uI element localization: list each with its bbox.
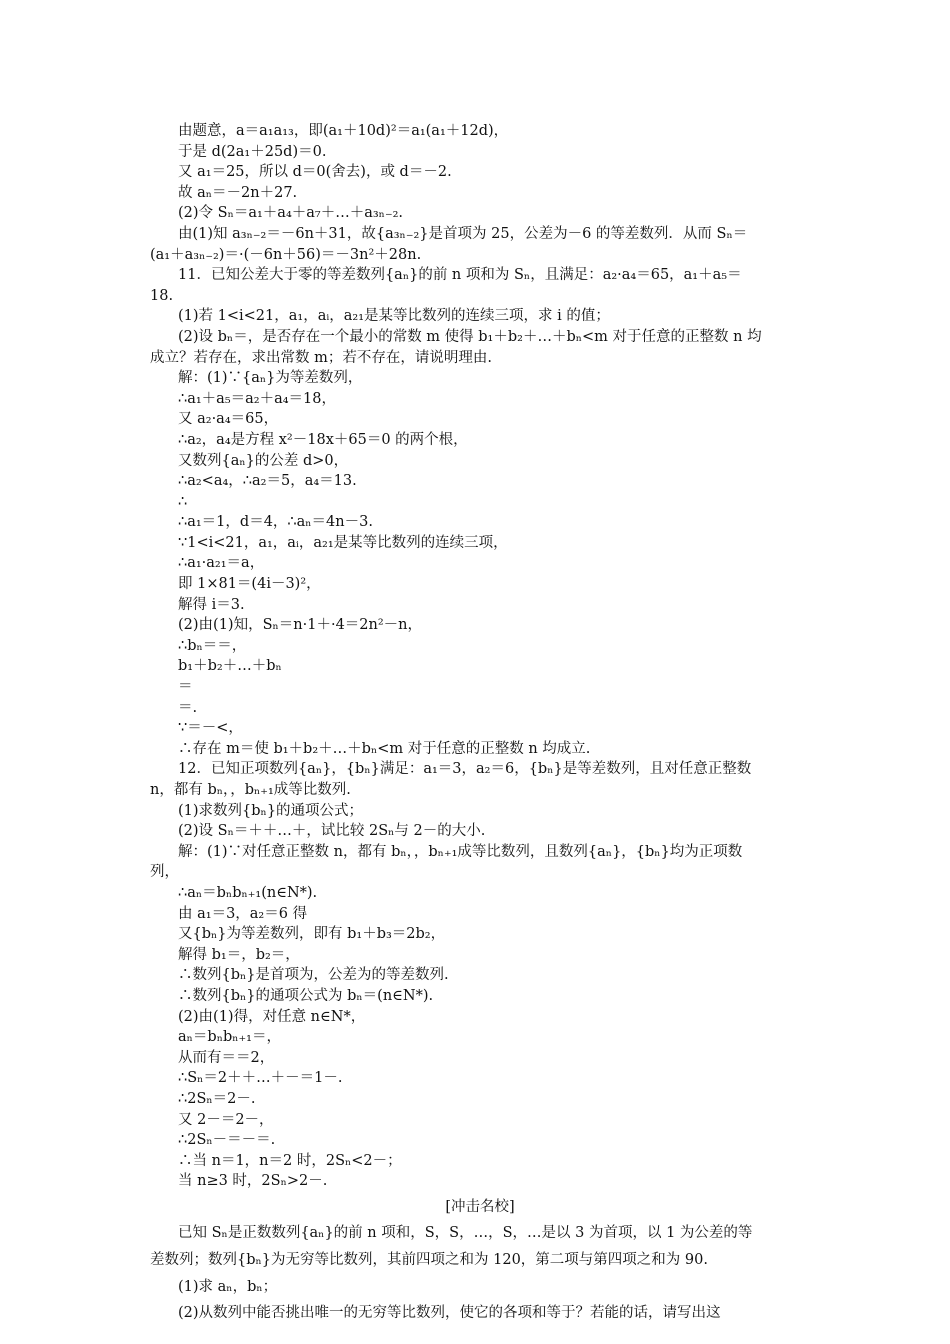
text-line: 又 2－＝2－， bbox=[178, 1111, 274, 1128]
text-line: 从而有＝＝2， bbox=[178, 1049, 275, 1066]
text-line: 即 1×81＝(4i－3)²， bbox=[178, 576, 321, 593]
text-line: ∴2Sₙ－＝－＝. bbox=[178, 1132, 276, 1149]
text-line: (1)求 aₙ，bₙ； bbox=[178, 1278, 278, 1295]
text-line: ∴Sₙ＝2＋＋…＋－＝1－. bbox=[178, 1070, 343, 1087]
text-line: ∴当 n＝1，n＝2 时，2Sₙ<2－； bbox=[178, 1152, 402, 1169]
text-line: 解得 b₁＝，b₂＝， bbox=[178, 946, 300, 963]
text-line: 成立？若存在，求出常数 m；若不存在，请说明理由. bbox=[150, 349, 492, 366]
solution-11: 解：(1)∵{aₙ}为等差数列， bbox=[178, 370, 363, 387]
text-line: ＝. bbox=[178, 699, 198, 716]
text-line: ∴a₂<a₄，∴a₂＝5，a₄＝13. bbox=[178, 473, 357, 490]
text-line: (1)求数列{bₙ}的通项公式； bbox=[178, 802, 364, 819]
text-line: (2)从数列中能否挑出唯一的无穷等比数列，使它的各项和等于？若能的话，请写出这 bbox=[178, 1305, 721, 1322]
text-line: (2)由(1)知，Sₙ＝n·1＋·4＝2n²－n， bbox=[178, 617, 423, 634]
text-line: 又 a₁＝25，所以 d＝0(舍去)，或 d＝－2. bbox=[178, 164, 452, 181]
text-line: ＝ bbox=[178, 679, 193, 696]
text-line: ∴ bbox=[178, 493, 188, 510]
text-line: ∴bₙ＝＝， bbox=[178, 637, 247, 654]
solution-12: 解：(1)∵对任意正整数 n，都有 bₙ，，bₙ₊₁成等比数列，且数列{aₙ}，{bₙ}均为正项数 bbox=[178, 843, 743, 860]
text-line: 故 aₙ＝－2n＋27. bbox=[178, 184, 298, 201]
text-line: (2)设 Sₙ＝＋＋…＋，试比较 2Sₙ与 2－的大小. bbox=[178, 823, 486, 840]
text-line: ∴存在 m＝使 b₁＋b₂＋…＋bₙ<m 对于任意的正整数 n 均成立. bbox=[178, 740, 591, 757]
text-line: ∴数列{bₙ}是首项为，公差为的等差数列. bbox=[178, 967, 449, 984]
challenge-statement: 已知 Sₙ是正数数列{aₙ}的前 n 项和，S，S，…，S，…是以 3 为首项，以 1 为公差的等 bbox=[178, 1225, 753, 1242]
text-line: 又{bₙ}为等差数列，即有 b₁＋b₃＝2b₂， bbox=[178, 926, 446, 943]
text-line: ∴数列{bₙ}的通项公式为 bₙ＝(n∈N*). bbox=[178, 987, 434, 1004]
problem-11-statement: 11．已知公差大于零的等差数列{aₙ}的前 n 项和为 Sₙ，且满足：a₂·a₄＝65，a₁＋a₅＝ bbox=[178, 267, 742, 284]
text-line: ∴a₂，a₄是方程 x²－18x＋65＝0 的两个根， bbox=[178, 431, 468, 448]
text-line: (1)若 1<i<21，a₁，aᵢ，a₂₁是某等比数列的连续三项，求 i 的值； bbox=[178, 308, 610, 325]
section-heading: [冲击名校] bbox=[445, 1198, 515, 1215]
text-line: ∵1<i<21，a₁，aᵢ，a₂₁是某等比数列的连续三项， bbox=[178, 534, 508, 551]
text-line: ∴aₙ＝bₙbₙ₊₁(n∈N*). bbox=[178, 884, 318, 901]
text-line: 18. bbox=[150, 287, 174, 304]
text-line: n，都有 bₙ，，bₙ₊₁成等比数列. bbox=[150, 782, 351, 798]
document-body bbox=[150, 121, 810, 1325]
text-line: (2)设 bₙ＝，是否存在一个最小的常数 m 使得 b₁＋b₂＋…＋bₙ<m 对于任意的正整数 n 均 bbox=[178, 328, 762, 345]
text-line: ∴a₁＝1，d＝4，∴aₙ＝4n－3. bbox=[178, 514, 373, 531]
problem-12-statement: 12．已知正项数列{aₙ}，{bₙ}满足：a₁＝3，a₂＝6，{bₙ}是等差数列，且对任意正整数 bbox=[178, 761, 752, 778]
text-line: (2)由(1)得，对任意 n∈N*， bbox=[178, 1008, 366, 1025]
text-line: ∵＝－<， bbox=[178, 720, 243, 737]
text-line: 当 n≥3 时，2Sₙ>2－. bbox=[178, 1173, 328, 1190]
text-line: 又 a₂·a₄＝65， bbox=[178, 411, 279, 428]
text-line: 又数列{aₙ}的公差 d>0， bbox=[178, 452, 349, 469]
text-line: 由 a₁＝3，a₂＝6 得 bbox=[178, 905, 308, 922]
text-line: 解得 i＝3. bbox=[178, 596, 245, 613]
text-line: 于是 d(2a₁＋25d)＝0. bbox=[178, 143, 327, 160]
text-line: ∴a₁·a₂₁＝a， bbox=[178, 555, 265, 572]
text-line: 由题意，a＝a₁a₁₃，即(a₁＋10d)²＝a₁(a₁＋12d)， bbox=[178, 123, 509, 139]
text-line: 由(1)知 a₃ₙ₋₂＝－6n＋31，故{a₃ₙ₋₂}是首项为 25，公差为－6 的等差数列．从而 Sₙ＝ bbox=[178, 225, 748, 242]
text-line: ∴a₁＋a₅＝a₂＋a₄＝18， bbox=[178, 390, 337, 407]
text-line: (a₁＋a₃ₙ₋₂)＝·(－6n＋56)＝－3n²＋28n. bbox=[150, 246, 422, 263]
text-line: aₙ＝bₙbₙ₊₁＝， bbox=[178, 1029, 281, 1046]
text-line: 列， bbox=[150, 864, 179, 881]
text-line: (2)令 Sₙ＝a₁＋a₄＋a₇＋…＋a₃ₙ₋₂. bbox=[178, 205, 404, 222]
text-line: 差数列；数列{bₙ}为无穷等比数列，其前四项之和为 120，第二项与第四项之和为 90. bbox=[150, 1252, 708, 1269]
text-line: b₁＋b₂＋…＋bₙ bbox=[178, 658, 282, 675]
text-line: ∴2Sₙ＝2－. bbox=[178, 1090, 256, 1107]
